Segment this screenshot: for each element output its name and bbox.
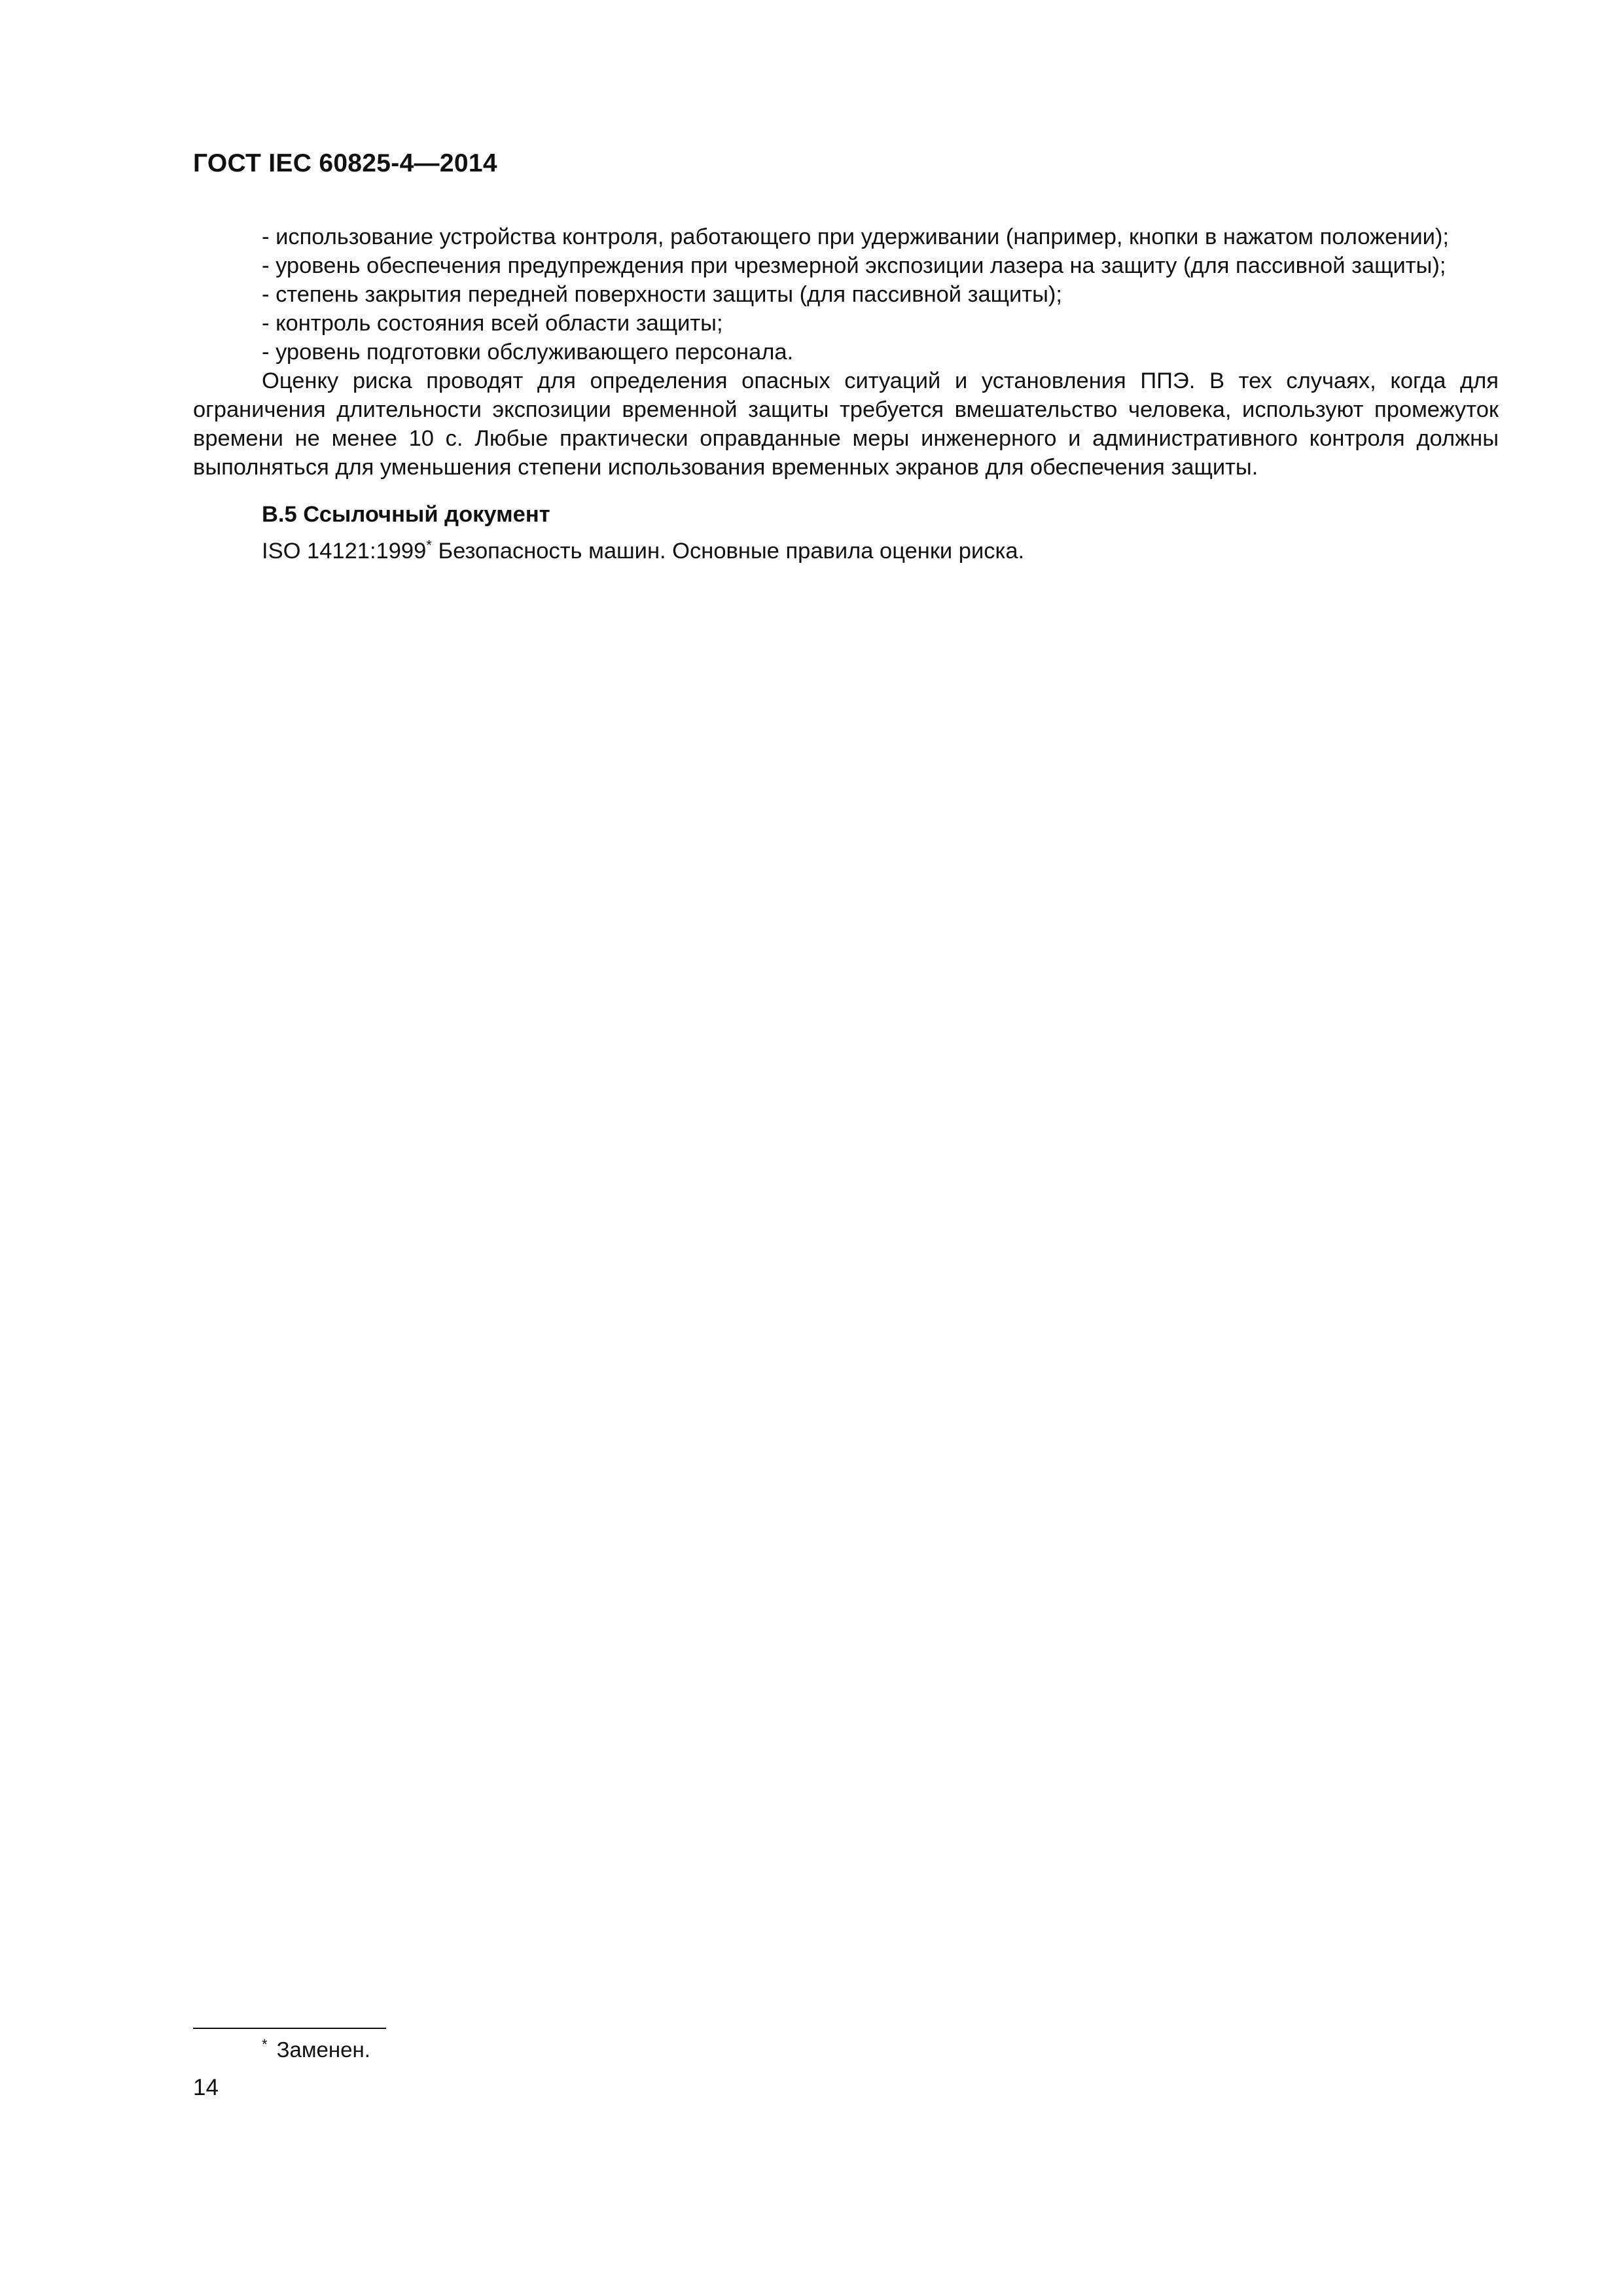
list-item: - уровень подготовки обслуживающего персонала.: [262, 340, 794, 365]
reference-text: Безопасность машин. Основные правила оценки риска.: [431, 539, 1025, 564]
footnote-mark: *: [262, 2036, 268, 2053]
document-header: ГОСТ IEC 60825-4—2014: [193, 149, 497, 177]
footnote: [262, 2037, 370, 2063]
footnote-divider: [193, 2028, 386, 2029]
reference-entry: [193, 537, 1499, 565]
risk-assessment-paragraph: Оценку риска проводят для определения опасных ситуаций и установления ППЭ. В тех случаях, когда для ограничения длительности экспозиции временной защиты требуется вмешательство человека, используют промежуток времени не менее 10 с. Любые практически оправданные меры инженерного и административного контроля должны выполняться для уменьшения степени использования временных экранов для обеспечения защиты.: [193, 368, 1499, 480]
page-number: 14: [193, 2075, 219, 2100]
list-item: - контроль состояния всей области защиты;: [262, 311, 723, 336]
section-title: В.5 Ссылочный документ: [262, 502, 550, 527]
footnote-text: Заменен.: [276, 2037, 370, 2062]
main-content: [193, 223, 1499, 565]
list-item: - степень закрытия передней поверхности защиты (для пассивной защиты);: [262, 282, 1062, 307]
list-item: - использование устройства контроля, работающего при удерживании (например, кнопки в нажатом положении);: [262, 224, 1449, 249]
list-item: - уровень обеспечения предупреждения при чрезмерной экспозиции лазера на защиту (для пассивной защиты);: [262, 253, 1446, 278]
reference-footnote-mark: *: [426, 537, 432, 554]
reference-code: ISO 14121:1999: [262, 539, 427, 564]
